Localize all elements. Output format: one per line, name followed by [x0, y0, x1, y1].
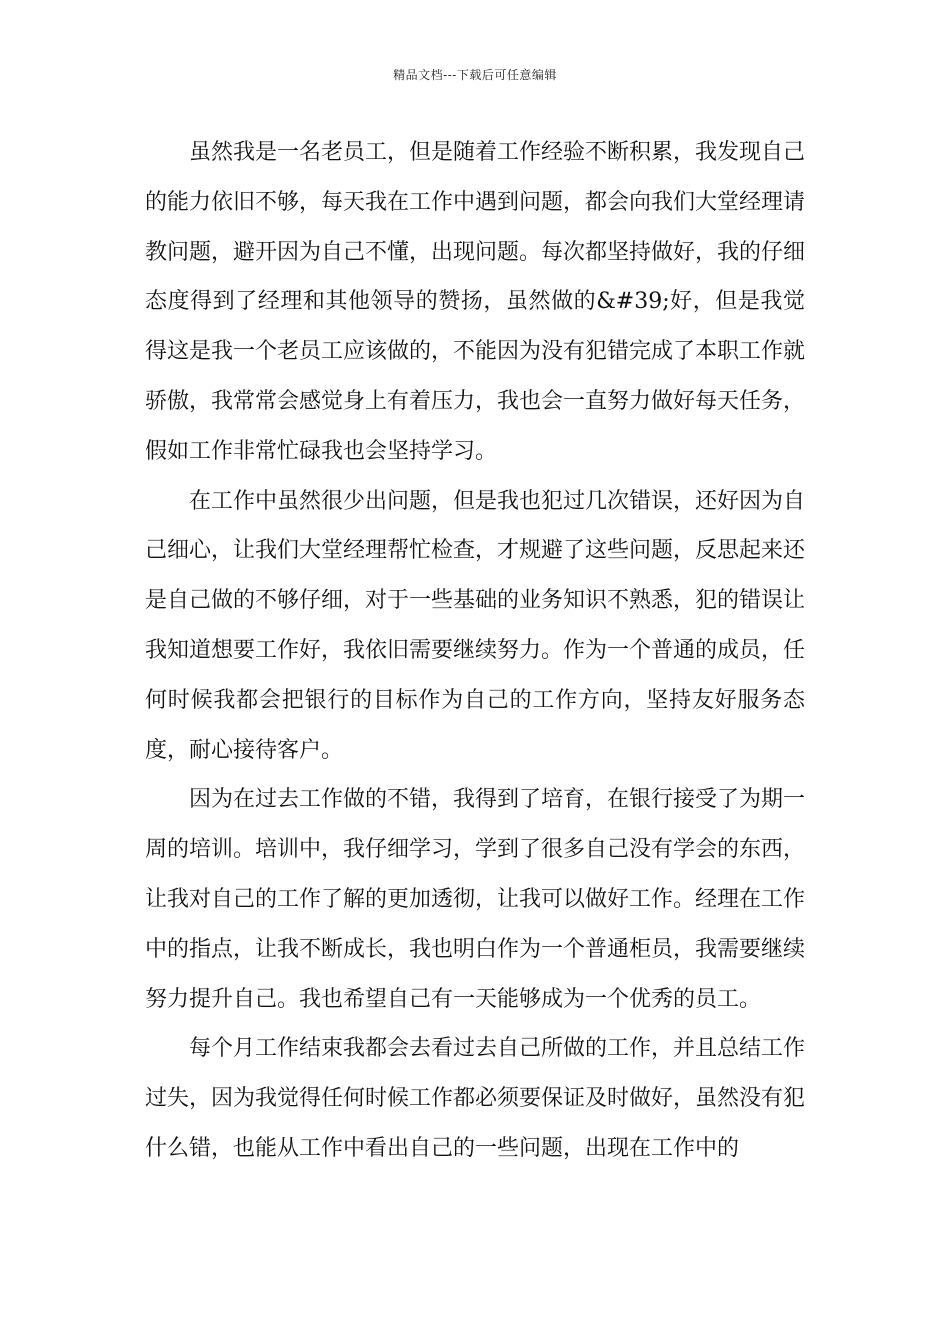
document-body	[145, 128, 805, 1174]
paragraph-3: 因为在过去工作做的不错，我得到了培育，在银行接受了为期一周的培训。培训中，我仔细学习，学到了很多自己没有学会的东西，让我对自己的工作了解的更加透彻，让我可以做好工作。经理在工作中的指点，让我不断成长，我也明白作为一个普通柜员，我需要继续努力提升自己。我也希望自己有一天能够成为一个优秀的员工。	[145, 787, 806, 1012]
page-header: 精品文档---下载后可任意编辑	[393, 68, 557, 82]
paragraph-4: 每个月工作结束我都会去看过去自己所做的工作，并且总结工作过失，因为我觉得任何时候工作都必须要保证及时做好，虽然没有犯什么错，也能从工作中看出自己的一些问题，出现在工作中的	[145, 1036, 806, 1161]
paragraph-1: 虽然我是一名老员工，但是随着工作经验不断积累，我发现自己的能力依旧不够，每天我在工作中遇到问题，都会向我们大堂经理请教问题，避开因为自己不懂，出现问题。每次都坚持做好，我的仔细态度得到了经理和其他领导的赞扬，虽然做的&#39;好，但是我觉得这是我一个老员工应该做的，不能因为没有犯错完成了本职工作就骄傲，我常常会感觉身上有着压力，我也会一直努力做好每天任务，假如工作非常忙碌我也会坚持学习。	[145, 140, 806, 464]
paragraph-2: 在工作中虽然很少出问题，但是我也犯过几次错误，还好因为自己细心，让我们大堂经理帮忙检查，才规避了这些问题，反思起来还是自己做的不够仔细，对于一些基础的业务知识不熟悉，犯的错误让我知道想要工作好，我依旧需要继续努力。作为一个普通的成员，任何时候我都会把银行的目标作为自己的工作方向，坚持友好服务态度，耐心接待客户。	[145, 488, 806, 763]
